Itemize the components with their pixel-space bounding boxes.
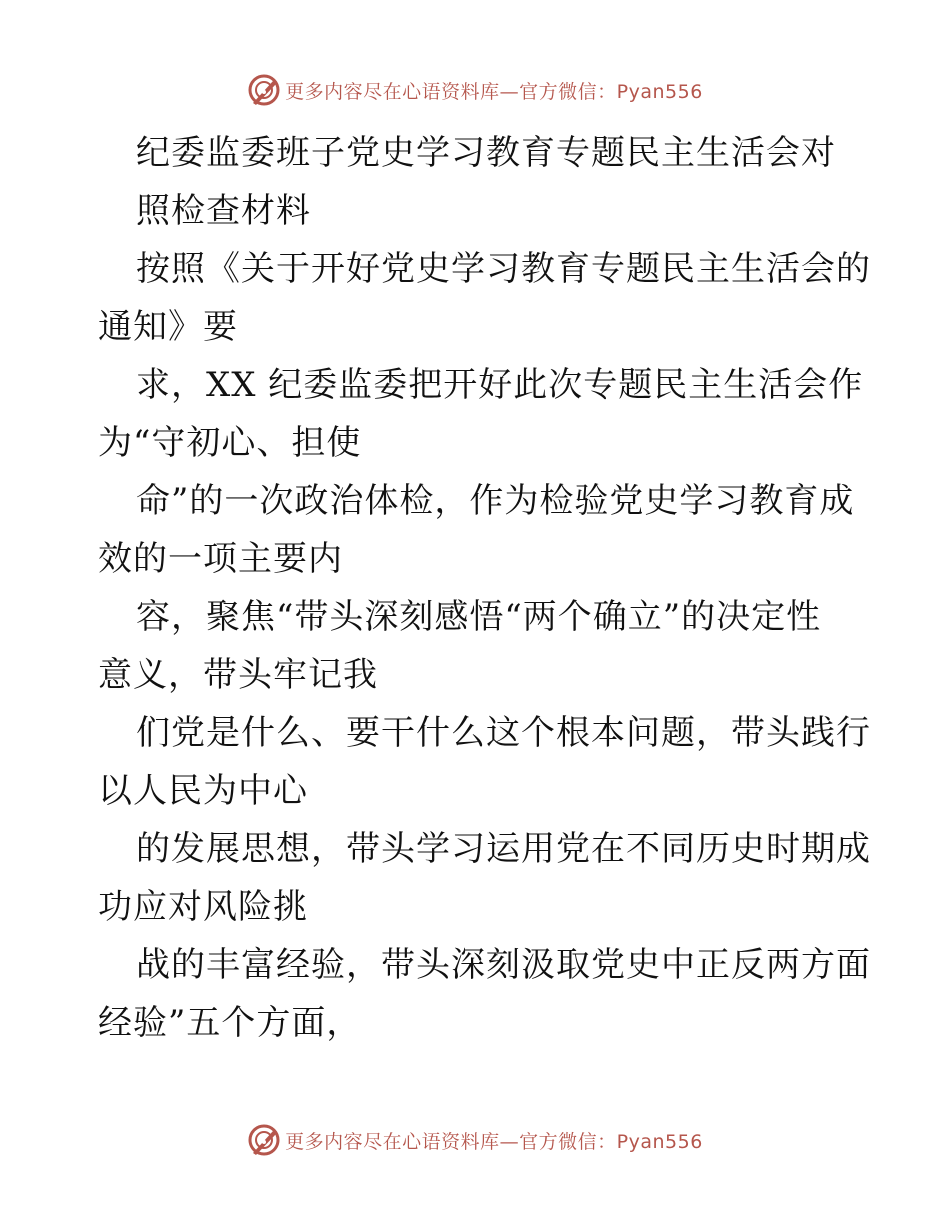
text-line: 们党是什么、要干什么这个根本问题，带头践行 (136, 713, 871, 753)
text-line: 为“守初心、担使 (98, 423, 362, 463)
document-title-line-2: 照检查材料 (136, 191, 311, 231)
text-line: 按照《关于开好党史学习教育专题民主生活会的 (136, 249, 871, 289)
text-line: 意义，带头牢记我 (98, 655, 378, 695)
text-line: 经验”五个方面， (98, 1003, 362, 1043)
header-wechat-id: Pyan556 (616, 80, 703, 103)
text-line: 以人民为中心 (98, 771, 308, 811)
text-line: 求，XX 纪委监委把开好此次专题民主生活会作 (136, 365, 864, 405)
footer-banner-text: 更多内容尽在心语资料库—官方微信：Pyan556 (285, 1130, 703, 1153)
text-line: 的发展思想，带头学习运用党在不同历史时期成 (136, 829, 871, 869)
text-line: 效的一项主要内 (98, 539, 343, 579)
document-body (98, 124, 871, 1052)
document-title-line-1: 纪委监委班子党史学习教育专题民主生活会对 (136, 133, 836, 173)
pen-logo-icon (247, 73, 281, 107)
header-banner-text: 更多内容尽在心语资料库—官方微信：Pyan556 (285, 80, 703, 103)
text-line: 命”的一次政治体检，作为检验党史学习教育成 (136, 481, 855, 521)
text-line: 容，聚焦“带头深刻感悟“两个确立”的决定性 (136, 597, 822, 637)
header-banner (0, 70, 950, 110)
text-line: 战的丰富经验，带头深刻汲取党史中正反两方面 (136, 945, 871, 985)
footer-wechat-id: Pyan556 (616, 1130, 703, 1153)
footer-banner (0, 1120, 950, 1160)
text-line: 通知》要 (98, 307, 238, 347)
pen-logo-icon (247, 1123, 281, 1157)
text-line: 功应对风险挑 (98, 887, 308, 927)
